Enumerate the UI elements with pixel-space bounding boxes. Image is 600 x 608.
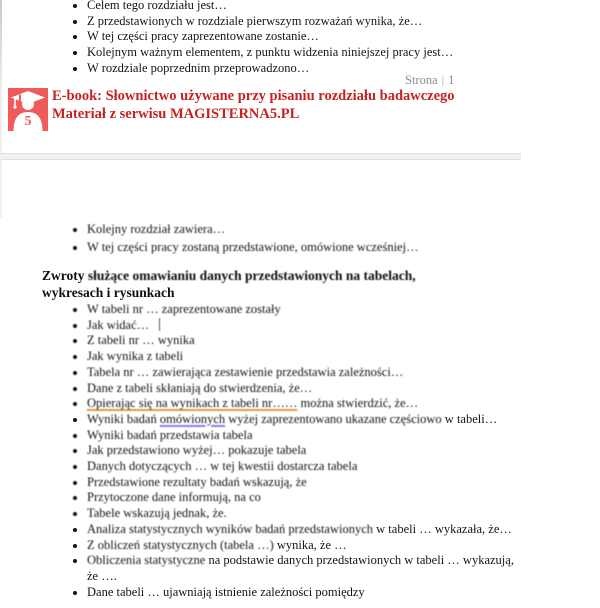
page-left-edge	[0, 0, 2, 218]
list-item: • Analiza statystycznych wyników badań przedstawionych w tabeli … wykazała, że…	[87, 522, 527, 538]
intro-bullet-list	[70, 221, 567, 256]
ebook-title: E-book: Słownictwo używane przy pisaniu rozdziału badawczego	[52, 88, 455, 104]
page-number-separator: |	[441, 73, 445, 87]
page-number-value: 1	[448, 73, 455, 87]
list-item: • Jak wynika z tabeli	[87, 349, 527, 365]
heading-part: służące omawianiu danych przedstawionych na tabelach,	[87, 268, 416, 283]
list-item: • Z tabeli nr … wynika	[87, 333, 527, 349]
list-item: • Z przedstawionych w rozdziale pierwszym rozważań wynika, że…	[87, 14, 587, 30]
section-heading	[42, 268, 474, 301]
list-item-underlined-blue: • Wyniki badań omówionych wyżej zaprezentowano ukazane częściowo w tabeli…	[87, 412, 527, 428]
list-item: • Przytoczone dane informują, na co	[87, 490, 527, 506]
list-item: • W tej części pracy zaprezentowane zostanie…	[87, 29, 587, 45]
list-item: • Kolejny rozdział zawiera…	[87, 221, 567, 239]
phrases-bullet-list	[70, 302, 527, 600]
page-separator	[0, 153, 521, 160]
magisterna5-logo	[8, 88, 48, 131]
list-item: • Kolejnym ważnym elementem, z punktu widzenia niniejszej pracy jest…	[87, 45, 587, 61]
heading-part: wykresach i rysunkach	[42, 284, 175, 300]
list-item: • Celem tego rozdziału jest…	[87, 0, 587, 14]
ebook-subtitle: Materiał z serwisu MAGISTERNA5.PL	[52, 105, 300, 122]
list-item: • Danych dotyczących … w tej kwestii dostarcza tabela	[87, 459, 527, 475]
list-item: • W tej części pracy zostaną przedstawione, omówione wcześniej…	[87, 239, 567, 257]
logo-number: 5	[24, 114, 32, 129]
page-number-label: Strona	[405, 73, 438, 87]
heading-part: Zwroty	[42, 268, 88, 283]
list-item: • Jak przedstawiono wyżej… pokazuje tabela	[87, 443, 527, 459]
list-item: • Tabele wskazują jednak, że.	[87, 506, 527, 522]
list-item: • W rozdziale poprzednim przeprowadzono…	[87, 61, 587, 77]
list-item: • Dane z tabeli skłaniają do stwierdzenia, że…	[87, 381, 527, 397]
orange-underlined-text: Opierając się na wynikach z tabeli nr……	[87, 396, 298, 411]
list-item: • Z obliczeń statystycznych (tabela …) wynika, że …	[87, 538, 527, 554]
list-item: • Jak widać…	[87, 318, 527, 334]
list-item: • Obliczenia statystyczne na podstawie danych przedstawionych w tabeli … wykazują, że ….	[87, 553, 527, 584]
list-item: • Tabela nr … zawierająca zestawienie przedstawia zależności…	[87, 365, 527, 381]
page-number	[405, 73, 454, 88]
blue-underlined-text: omówionych	[159, 411, 226, 426]
list-item: • W tabeli nr … zaprezentowane zostały	[87, 302, 527, 318]
text-cursor	[159, 318, 160, 331]
top-bullet-list	[70, 0, 587, 77]
list-item: • Przedstawione rezultaty badań wskazują, że	[87, 475, 527, 491]
list-item: • Dane tabeli … ujawniają istnienie zależności pomiędzy	[87, 585, 527, 601]
ebook-banner-title	[52, 88, 512, 123]
list-item-underlined-orange: • Opierając się na wynikach z tabeli nr…… można stwierdzić, że…	[87, 396, 527, 412]
list-item: • Wyniki badań przedstawia tabela	[87, 428, 527, 444]
